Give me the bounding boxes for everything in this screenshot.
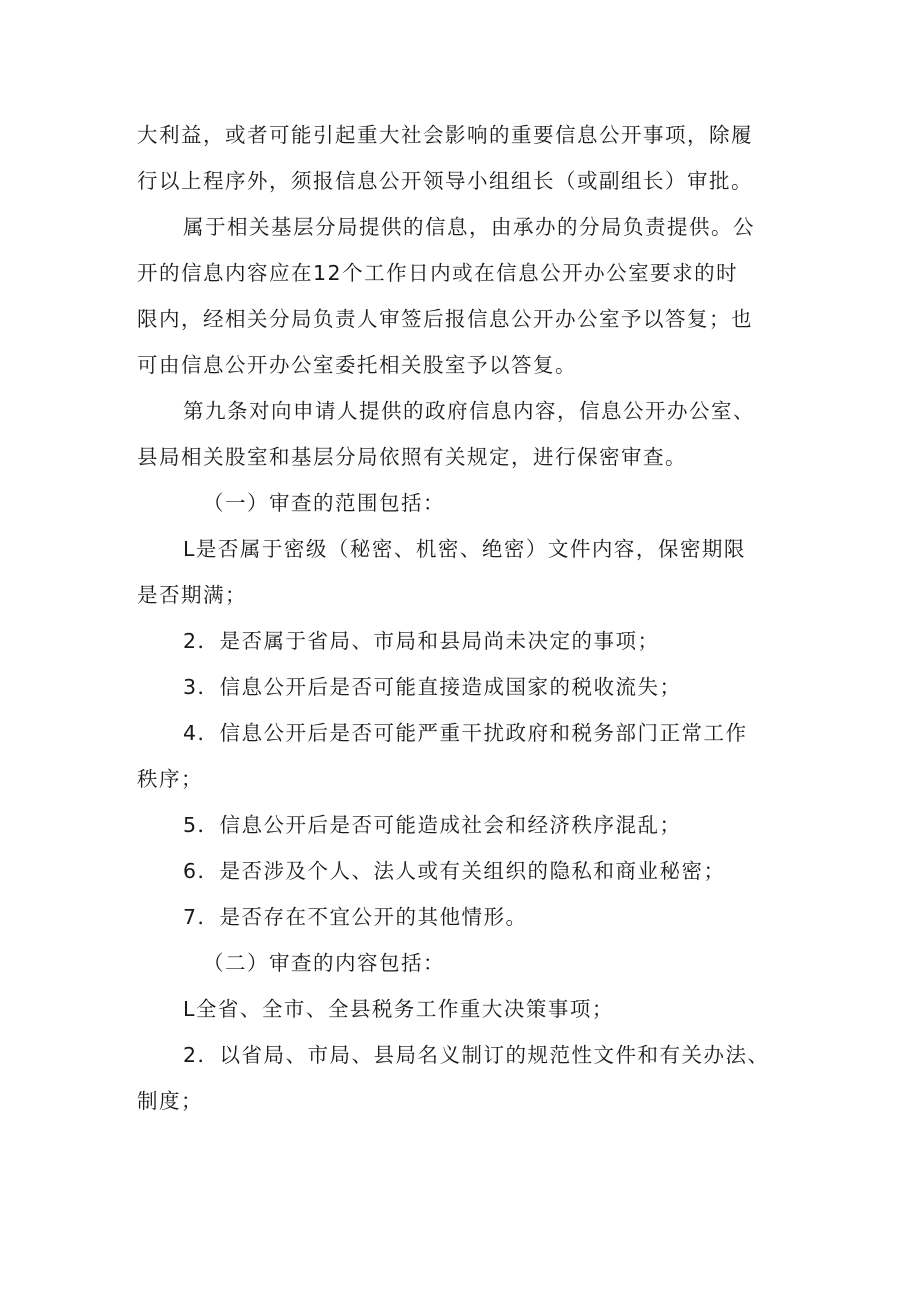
document-body (137, 112, 807, 1124)
paragraph-line: 大利益，或者可能引起重大社会影响的重要信息公开事项，除履 (137, 123, 753, 147)
list-item: 6．是否涉及个人、法人或有关组织的隐私和商业秘密； (183, 859, 726, 883)
paragraph-line: 县局相关股室和基层分局依照有关规定，进行保密审查。 (137, 445, 687, 469)
paragraph-line: 限内，经相关分局负责人审签后报信息公开办公室予以答复；也 (137, 307, 753, 331)
article-heading-line: 第九条对向申请人提供的政府信息内容，信息公开办公室、 (183, 399, 755, 423)
list-item-continuation: 秩序； (137, 767, 203, 791)
list-item: 2．是否属于省局、市局和县局尚未决定的事项； (183, 629, 660, 653)
section-heading: （一）审查的范围包括： (203, 491, 445, 515)
list-item: 2．以省局、市局、县局名义制订的规范性文件和有关办法、 (183, 1043, 770, 1067)
list-item: 3．信息公开后是否可能直接造成国家的税收流失； (183, 675, 682, 699)
list-item: 5．信息公开后是否可能造成社会和经济秩序混乱； (183, 813, 682, 837)
list-item: L是否属于密级（秘密、机密、绝密）文件内容，保密期限 (183, 537, 746, 561)
list-item-continuation: 制度； (137, 1089, 203, 1113)
paragraph-line: 行以上程序外，须报信息公开领导小组组长（或副组长）审批。 (137, 169, 753, 193)
paragraph-line: 可由信息公开办公室委托相关股室予以答复。 (137, 353, 577, 377)
list-item: 4．信息公开后是否可能严重干扰政府和税务部门正常工作 (183, 721, 748, 745)
list-item: L全省、全市、全县税务工作重大决策事项； (183, 997, 614, 1021)
section-heading: （二）审查的内容包括： (203, 951, 445, 975)
paragraph-line: 开的信息内容应在12个工作日内或在信息公开办公室要求的时 (137, 261, 739, 285)
paragraph-line: 属于相关基层分局提供的信息，由承办的分局负责提供。公 (183, 215, 755, 239)
list-item: 7．是否存在不宜公开的其他情形。 (183, 905, 528, 929)
list-item-continuation: 是否期满； (137, 583, 247, 607)
